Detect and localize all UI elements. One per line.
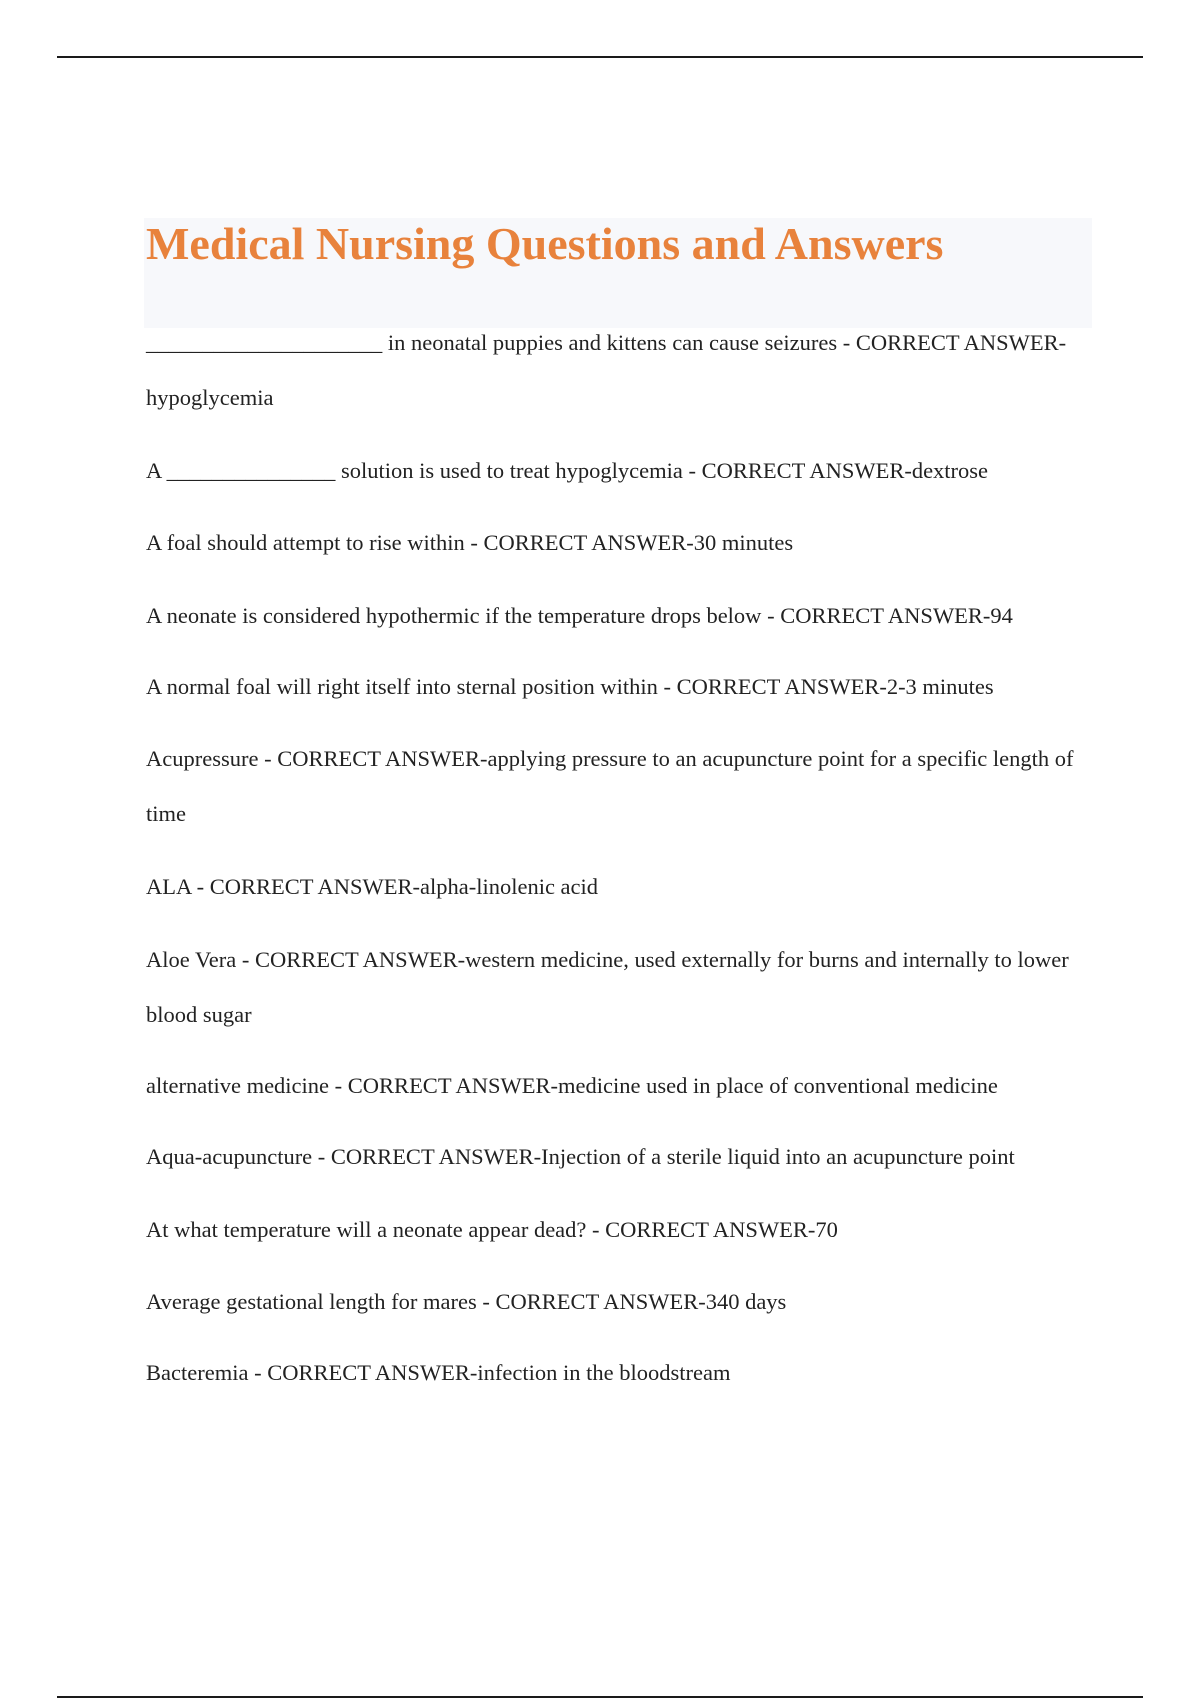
answer-text: CORRECT ANSWER-medicine used in place of conventional medicine	[347, 1073, 998, 1098]
qa-item	[146, 1274, 1096, 1329]
question-text: A normal foal will right itself into sternal position within	[146, 674, 658, 699]
qa-item	[146, 443, 1096, 498]
answer-text: CORRECT ANSWER-infection in the bloodstream	[267, 1360, 731, 1385]
answer-text: CORRECT ANSWER-Injection of a sterile liquid into an acupuncture point	[330, 1144, 1015, 1169]
document-title: Medical Nursing Questions and Answers	[146, 218, 944, 269]
answer-text: CORRECT ANSWER-western medicine, used externally for burns and internally to lower blood sugar	[146, 947, 1069, 1027]
question-text: Acupressure	[146, 746, 259, 771]
separator: -	[258, 746, 278, 771]
separator: -	[682, 458, 702, 483]
separator: -	[191, 874, 210, 899]
separator: -	[586, 1217, 606, 1242]
question-text: A foal should attempt to rise within	[146, 530, 465, 555]
answer-text: CORRECT ANSWER-dextrose	[701, 458, 989, 483]
answer-text: CORRECT ANSWER-2-3 minutes	[676, 674, 994, 699]
question-text: ALA	[146, 874, 191, 899]
question-text: alternative medicine	[146, 1073, 330, 1098]
qa-item	[146, 515, 1096, 570]
separator: -	[837, 330, 856, 355]
question-text: Aloe Vera	[146, 947, 237, 972]
qa-item	[146, 659, 1096, 714]
qa-item	[146, 731, 1096, 841]
footer-rule	[57, 1696, 1143, 1698]
qa-item	[146, 859, 1096, 914]
question-text: At what temperature will a neonate appear dead?	[146, 1217, 587, 1242]
separator: -	[657, 674, 677, 699]
qa-item	[146, 588, 1096, 643]
separator: -	[761, 603, 781, 628]
answer-text: CORRECT ANSWER-applying pressure to an acupuncture point for a specific length of time	[146, 746, 1074, 826]
qa-item	[146, 1345, 1096, 1400]
question-text: Aqua-acupuncture	[146, 1144, 313, 1169]
separator: -	[329, 1073, 348, 1098]
header-rule	[57, 56, 1143, 58]
question-text: _____________________ in neonatal puppies and kittens can cause seizures	[146, 330, 838, 355]
answer-text: CORRECT ANSWER-340 days	[495, 1289, 787, 1314]
question-text: Bacteremia	[146, 1360, 249, 1385]
answer-text: CORRECT ANSWER-alpha-linolenic acid	[209, 874, 599, 899]
question-text: A _______________ solution is used to treat hypoglycemia	[146, 458, 683, 483]
question-text: Average gestational length for mares	[146, 1289, 477, 1314]
qa-item	[146, 1202, 1096, 1257]
separator: -	[248, 1360, 268, 1385]
answer-text: CORRECT ANSWER-hypoglycemia	[146, 330, 1067, 410]
answer-text: CORRECT ANSWER-70	[605, 1217, 838, 1242]
qa-item	[146, 1058, 1096, 1113]
qa-item	[146, 1129, 1096, 1184]
question-text: A neonate is considered hypothermic if the temperature drops below	[146, 603, 762, 628]
separator: -	[476, 1289, 496, 1314]
separator: -	[236, 947, 255, 972]
separator: -	[464, 530, 484, 555]
separator: -	[312, 1144, 331, 1169]
qa-item	[146, 932, 1096, 1042]
qa-item	[146, 315, 1096, 425]
answer-text: CORRECT ANSWER-94	[780, 603, 1013, 628]
answer-text: CORRECT ANSWER-30 minutes	[483, 530, 794, 555]
